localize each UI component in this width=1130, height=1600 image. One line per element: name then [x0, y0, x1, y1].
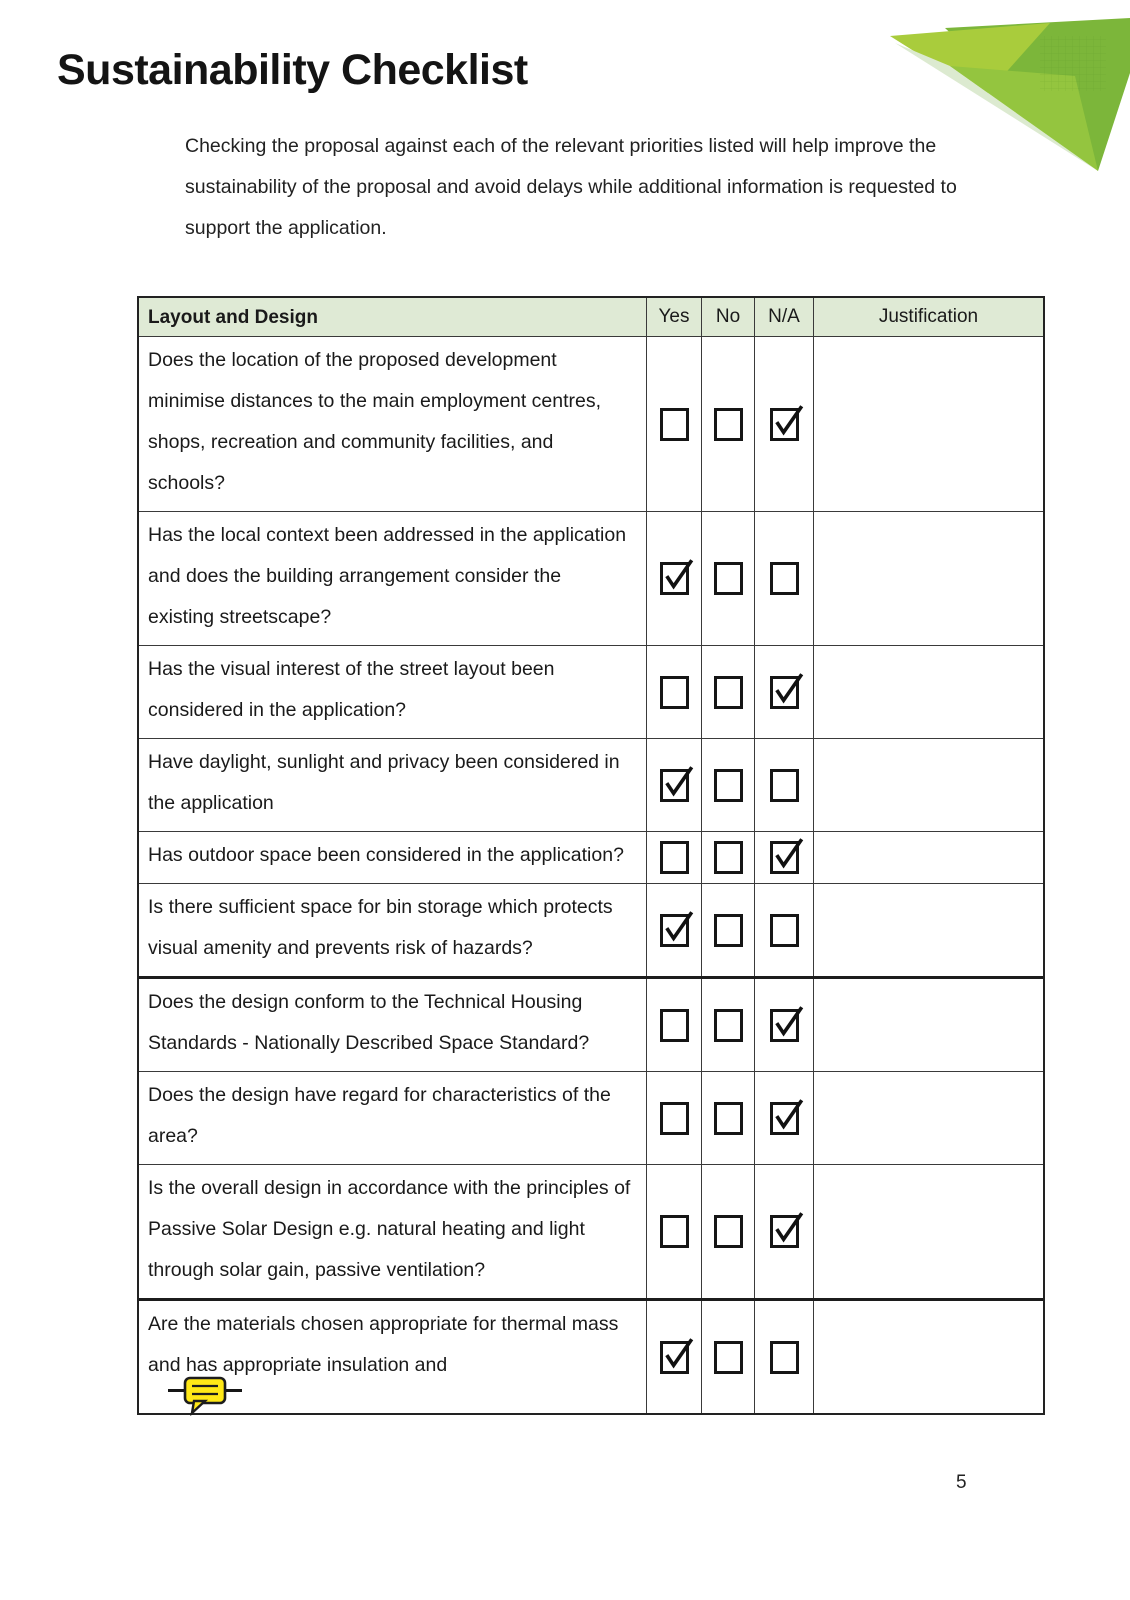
- checkmark-icon: [660, 909, 694, 945]
- table-row: [139, 511, 1043, 645]
- checkmark-icon: [770, 403, 804, 439]
- justification-cell[interactable]: [813, 832, 1043, 883]
- question-text: Has outdoor space been considered in the application?: [148, 844, 624, 866]
- checkbox-na[interactable]: [770, 914, 799, 947]
- checkbox-yes[interactable]: [660, 1215, 689, 1248]
- checkbox-yes[interactable]: [660, 914, 689, 947]
- question-text: Does the design conform to the Technical Housing Standards - Nationally Described Space Standard?: [148, 991, 590, 1054]
- table-row: [139, 831, 1043, 883]
- question-text: Has the visual interest of the street layout been considered in the application?: [148, 658, 555, 721]
- checkbox-no[interactable]: [714, 1102, 743, 1135]
- checkbox-yes[interactable]: [660, 408, 689, 441]
- checkbox-na[interactable]: [770, 676, 799, 709]
- page-title: Sustainability Checklist: [57, 46, 528, 94]
- checkmark-icon: [660, 764, 694, 800]
- na-cell: [754, 739, 813, 831]
- checkbox-na[interactable]: [770, 562, 799, 595]
- checkbox-no[interactable]: [714, 841, 743, 874]
- no-cell: [701, 884, 754, 976]
- checkbox-yes[interactable]: [660, 1102, 689, 1135]
- no-cell: [701, 979, 754, 1071]
- checkbox-no[interactable]: [714, 408, 743, 441]
- yes-cell: [646, 884, 701, 976]
- question-cell: [139, 884, 646, 976]
- question-cell: [139, 646, 646, 738]
- question-text: Is there sufficient space for bin storage which protects visual amenity and prevents risk of hazards?: [148, 896, 613, 959]
- question-cell: [139, 739, 646, 831]
- checkbox-yes[interactable]: [660, 676, 689, 709]
- question-text: Does the design have regard for characteristics of the area?: [148, 1084, 611, 1147]
- checkbox-no[interactable]: [714, 1215, 743, 1248]
- table-row: [139, 1071, 1043, 1164]
- justification-cell[interactable]: [813, 884, 1043, 976]
- na-cell: [754, 1165, 813, 1298]
- column-header-yes: Yes: [646, 298, 701, 336]
- no-cell: [701, 1072, 754, 1164]
- question-text: Is the overall design in accordance with the principles of Passive Solar Design e.g. natural heating and light through solar gain, passive ventilation?: [148, 1177, 631, 1281]
- column-header-na: N/A: [754, 298, 813, 336]
- na-cell: [754, 979, 813, 1071]
- na-cell: [754, 832, 813, 883]
- table-row: [139, 1298, 1043, 1413]
- checkbox-yes[interactable]: [660, 769, 689, 802]
- na-cell: [754, 337, 813, 511]
- column-header-no: No: [701, 298, 754, 336]
- table-row: [139, 976, 1043, 1071]
- question-cell: [139, 1072, 646, 1164]
- checkbox-na[interactable]: [770, 841, 799, 874]
- no-cell: [701, 1301, 754, 1413]
- table-row: [139, 1164, 1043, 1298]
- no-cell: [701, 739, 754, 831]
- checkbox-na[interactable]: [770, 1102, 799, 1135]
- question-text: Does the location of the proposed development minimise distances to the main employment centres, shops, recreation and community facilities, and schools?: [148, 349, 602, 494]
- checkmark-icon: [770, 671, 804, 707]
- no-cell: [701, 646, 754, 738]
- section-header: Layout and Design: [148, 306, 318, 328]
- table-row: [139, 883, 1043, 976]
- checkbox-na[interactable]: [770, 1009, 799, 1042]
- question-text: Have daylight, sunlight and privacy been considered in the application: [148, 751, 620, 814]
- justification-cell[interactable]: [813, 337, 1043, 511]
- question-cell: [139, 832, 646, 883]
- intro-paragraph: Checking the proposal against each of the relevant priorities listed will help improve the sustainability of the proposal and avoid delays while additional information is requested to support the application.: [185, 135, 957, 239]
- na-cell: [754, 512, 813, 645]
- justification-cell[interactable]: [813, 1301, 1043, 1413]
- checkbox-na[interactable]: [770, 1215, 799, 1248]
- checkbox-no[interactable]: [714, 914, 743, 947]
- na-cell: [754, 1301, 813, 1413]
- yes-cell: [646, 646, 701, 738]
- yes-cell: [646, 512, 701, 645]
- checkbox-yes[interactable]: [660, 841, 689, 874]
- question-cell: [139, 512, 646, 645]
- yes-cell: [646, 1072, 701, 1164]
- checkbox-no[interactable]: [714, 676, 743, 709]
- checkbox-na[interactable]: [770, 408, 799, 441]
- checklist-table: [137, 296, 1045, 1415]
- checkbox-no[interactable]: [714, 1009, 743, 1042]
- justification-cell[interactable]: [813, 739, 1043, 831]
- checkbox-yes[interactable]: [660, 1341, 689, 1374]
- yes-cell: [646, 337, 701, 511]
- na-cell: [754, 646, 813, 738]
- checkbox-no[interactable]: [714, 769, 743, 802]
- checkmark-icon: [660, 1336, 694, 1372]
- yes-cell: [646, 739, 701, 831]
- na-cell: [754, 884, 813, 976]
- checkbox-na[interactable]: [770, 1341, 799, 1374]
- checkmark-icon: [660, 557, 694, 593]
- checkbox-na[interactable]: [770, 769, 799, 802]
- checkbox-yes[interactable]: [660, 562, 689, 595]
- justification-cell[interactable]: [813, 1072, 1043, 1164]
- checkbox-no[interactable]: [714, 562, 743, 595]
- comment-annotation-icon[interactable]: [182, 1373, 229, 1416]
- checklist-rows: [139, 336, 1043, 1413]
- checkmark-icon: [770, 1004, 804, 1040]
- yes-cell: [646, 832, 701, 883]
- question-cell: [139, 1165, 646, 1298]
- no-cell: [701, 832, 754, 883]
- no-cell: [701, 337, 754, 511]
- justification-cell[interactable]: [813, 979, 1043, 1071]
- checkmark-icon: [770, 1210, 804, 1246]
- question-text: Has the local context been addressed in the application and does the building arrangement consider the existing streetscape?: [148, 524, 627, 628]
- question-cell: [139, 979, 646, 1071]
- na-cell: [754, 1072, 813, 1164]
- table-row: [139, 336, 1043, 511]
- question-text: Are the materials chosen appropriate for thermal mass and has appropriate insulation and: [148, 1313, 619, 1376]
- table-header-row: [139, 298, 1043, 336]
- checkmark-icon: [770, 836, 804, 872]
- no-cell: [701, 512, 754, 645]
- justification-cell[interactable]: [813, 512, 1043, 645]
- justification-cell[interactable]: [813, 1165, 1043, 1298]
- column-header-justification: Justification: [813, 298, 1043, 336]
- yes-cell: [646, 1301, 701, 1413]
- checkbox-yes[interactable]: [660, 1009, 689, 1042]
- question-cell: [139, 337, 646, 511]
- no-cell: [701, 1165, 754, 1298]
- checkmark-icon: [770, 1097, 804, 1133]
- justification-cell[interactable]: [813, 646, 1043, 738]
- table-row: [139, 738, 1043, 831]
- yes-cell: [646, 979, 701, 1071]
- checkbox-no[interactable]: [714, 1341, 743, 1374]
- yes-cell: [646, 1165, 701, 1298]
- page-number: 5: [956, 1472, 967, 1493]
- table-row: [139, 645, 1043, 738]
